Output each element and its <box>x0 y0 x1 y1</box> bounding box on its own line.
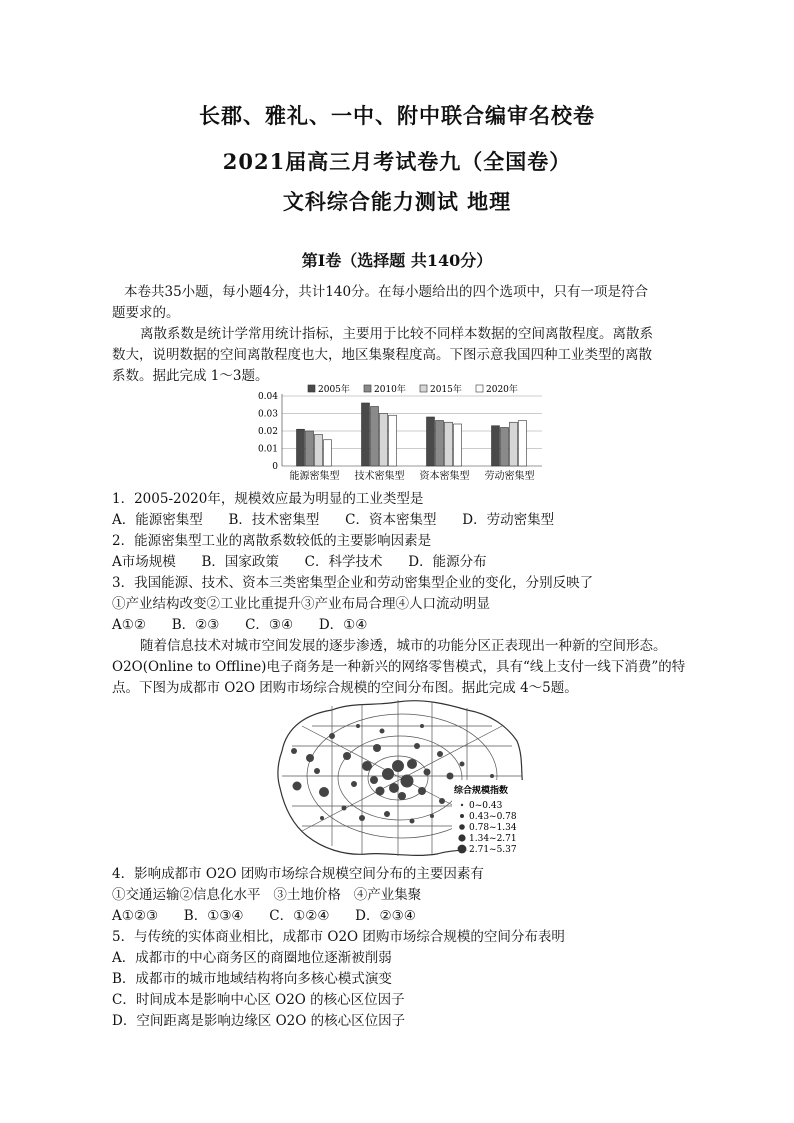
intro-line: 本卷共35小题，每小题4分，共计140分。在每小题给出的四个选项中，只有一项是符合 <box>124 284 649 300</box>
exam-title-line2: 2021届高三月考试卷九（全国卷） <box>222 149 572 174</box>
map-dot <box>439 798 445 804</box>
q4-stem: 4．影响成都市 O2O 团购市场综合规模空间分布的主要因素有 <box>112 866 484 882</box>
dispersion-bar-chart <box>246 382 556 484</box>
map-dot <box>398 792 406 800</box>
bar <box>315 435 323 467</box>
map-legend-item: 0~0.43 <box>469 801 503 811</box>
bar <box>510 422 518 466</box>
q2-options: A市场规模 B．国家政策 C．科学技术 D．能源分布 <box>112 554 487 570</box>
map-dot <box>373 744 381 752</box>
legend-dot <box>459 824 465 830</box>
category-label: 技术密集型 <box>354 471 405 482</box>
y-tick-label: 0.01 <box>257 444 278 455</box>
legend-label: 2010年 <box>374 385 406 395</box>
legend-dot <box>458 834 465 841</box>
map-dot <box>389 783 399 793</box>
map-dot <box>424 769 431 776</box>
map-legend-item: 1.34~2.71 <box>469 834 517 844</box>
bar <box>324 440 332 466</box>
legend-dot <box>461 804 463 806</box>
section-title: 第Ⅰ卷（选择题 共140分） <box>301 251 493 270</box>
bar <box>492 426 500 466</box>
passage-line: 离散系数是统计学常用统计指标，主要用于比较不同样本数据的空间离散程度。离散系 <box>140 326 653 342</box>
map-dot <box>490 774 494 778</box>
map-dot <box>329 733 335 739</box>
q5-option-d: D．空间距离是影响边缘区 O2O 的核心区位因子 <box>112 1013 406 1029</box>
chart-bars <box>297 403 527 466</box>
bar <box>306 431 314 466</box>
legend-swatch <box>308 385 315 392</box>
map-dot <box>420 724 424 728</box>
map-dot <box>410 819 415 824</box>
chart-categories <box>290 469 535 482</box>
intro-line: 题要求的。 <box>112 305 180 321</box>
map-dot <box>382 768 394 780</box>
map-dot <box>306 754 314 762</box>
bar <box>362 403 370 466</box>
map-dot <box>320 816 324 820</box>
category-label: 能源密集型 <box>289 471 340 482</box>
map-dot <box>376 787 385 796</box>
legend-dot <box>458 845 467 854</box>
map-dot <box>314 768 320 774</box>
category-label: 劳动密集型 <box>484 471 535 482</box>
map-dot <box>430 814 434 818</box>
map-dot <box>392 760 404 772</box>
bar <box>380 414 388 467</box>
map-dot <box>356 724 360 728</box>
y-tick-label: 0.03 <box>257 409 278 420</box>
q3-choices: ①产业结构改变②工业比重提升③产业布局合理④人口流动明显 <box>112 596 490 612</box>
chengdu-o2o-map <box>262 696 562 858</box>
map-dot <box>447 773 454 780</box>
passage-line: 数大，说明数据的空间离散程度也大，地区集聚程度高。下图示意我国四种工业类型的离散 <box>112 347 652 363</box>
legend-swatch <box>420 385 427 392</box>
q5-option-c: C．时间成本是影响中心区 O2O 的核心区位因子 <box>112 992 405 1008</box>
q5-stem: 5．与传统的实体商业相比，成都市 O2O 团购市场综合规模的空间分布表明 <box>112 929 565 945</box>
q5-option-a: A．成都市的中心商务区的商圈地位逐渐被削弱 <box>112 950 392 966</box>
exam-title-line3: 文科综合能力测试 地理 <box>282 189 512 214</box>
legend-label: 2015年 <box>430 385 462 395</box>
map-legend-item: 0.78~1.34 <box>469 823 517 833</box>
map-legend-item: 0.43~0.78 <box>469 812 517 822</box>
passage-line: O2O(Online to Offline)电子商务是一种新兴的网络零售模式，具有“线上支付一线下消费”的特 <box>112 659 686 675</box>
chart-legend <box>308 383 518 395</box>
map-dot <box>401 775 414 788</box>
chart-y-ticks <box>258 392 278 472</box>
bar <box>519 421 527 467</box>
passage-line: 系数。据此完成 1～3题。 <box>112 368 269 384</box>
map-dot <box>414 743 420 749</box>
passage-line: 点。下图为成都市 O2O 团购市场综合规模的空间分布图。据此完成 4～5题。 <box>112 680 578 696</box>
y-tick-label: 0 <box>272 462 278 472</box>
q4-choices: ①交通运输②信息化水平 ③土地价格 ④产业集聚 <box>112 887 422 903</box>
y-tick-label: 0.04 <box>257 392 278 402</box>
q3-stem: 3．我国能源、技术、资本三类密集型企业和劳动密集型企业的变化，分别反映了 <box>112 575 594 591</box>
bar <box>501 428 509 467</box>
map-dot <box>437 751 443 757</box>
bar <box>371 407 379 467</box>
map-dot <box>460 762 465 767</box>
category-label: 资本密集型 <box>419 471 470 482</box>
map-dot <box>384 811 390 817</box>
q1-options: A．能源密集型 B．技术密集型 C．资本密集型 D．劳动密集型 <box>112 512 555 528</box>
q5-option-b: B．成都市的城市地域结构将向多核心模式演变 <box>112 971 392 987</box>
passage-line: 随着信息技术对城市空间发展的逐步渗透，城市的功能分区正表现出一种新的空间形态。 <box>140 638 667 654</box>
y-tick-label: 0.02 <box>257 427 278 437</box>
q2-stem: 2．能源密集型工业的离散系数较低的主要影响因素是 <box>112 533 432 549</box>
map-dot <box>418 787 426 795</box>
map-dot <box>370 776 378 784</box>
map-dot <box>362 761 372 771</box>
map-legend-title: 综合规模指数 <box>454 786 509 796</box>
map-dot <box>380 729 385 734</box>
map-dot <box>343 752 351 760</box>
bar <box>427 417 435 466</box>
exam-title-line1: 长郡、雅礼、一中、附中联合编审名校卷 <box>199 103 595 128</box>
map-legend-item: 2.71~5.37 <box>469 845 517 855</box>
q4-options: A①②③ B．①③④ C．①②④ D．②③④ <box>112 908 416 924</box>
map-dot <box>319 787 329 797</box>
map-dot <box>342 806 347 811</box>
legend-label: 2020年 <box>486 385 518 395</box>
bar <box>389 415 397 466</box>
map-dot <box>291 748 297 754</box>
bar <box>445 422 453 466</box>
map-dot <box>407 759 417 769</box>
q3-options: A①② B．②③ C．③④ D．①④ <box>112 617 368 633</box>
map-dot <box>359 815 365 821</box>
q1-stem: 1．2005-2020年，规模效应最为明显的工业类型是 <box>112 491 424 507</box>
map-dot <box>293 782 302 791</box>
map-legend <box>452 780 530 855</box>
legend-swatch <box>476 385 483 392</box>
bar <box>297 429 305 466</box>
bar <box>454 424 462 466</box>
legend-label: 2005年 <box>318 385 350 395</box>
legend-dot <box>460 814 464 818</box>
bar <box>436 421 444 467</box>
map-dot <box>351 781 357 787</box>
legend-swatch <box>364 385 371 392</box>
